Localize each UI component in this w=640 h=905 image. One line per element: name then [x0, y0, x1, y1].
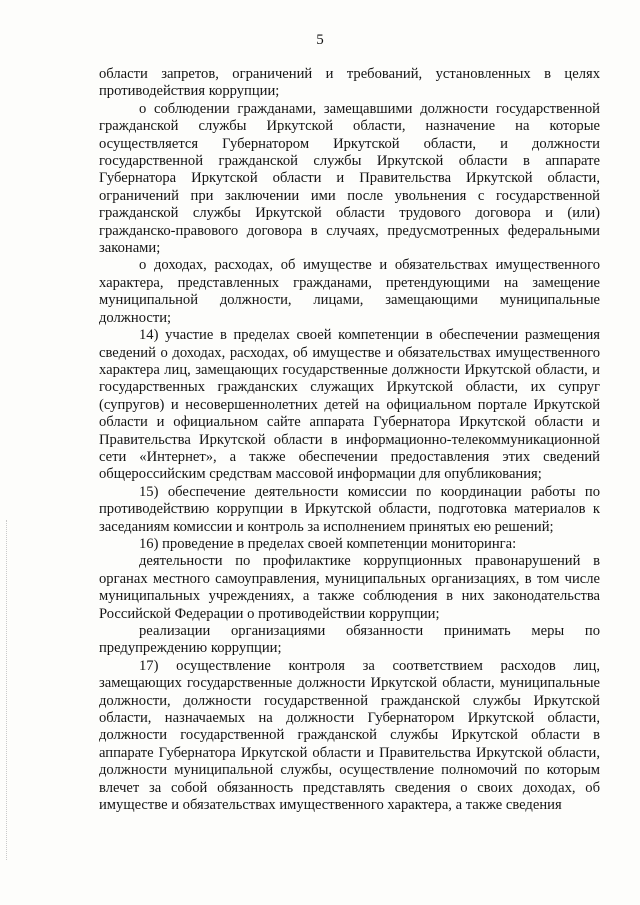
page-number: 5 — [316, 32, 324, 48]
paragraph: реализации организациями обязанности принимать меры по предупреждению коррупции; — [99, 623, 600, 657]
paragraph: 14) участие в пределах своей компетенции в обеспечении размещения сведений о доходах, расходах, об имуществе и обязательствах имущественного характера лиц, замещающих государственные должности Иркутской области, и государственных гражданских служащих Иркутской области, их супруг (супругов) и несовершеннолетних детей на официальном портале Иркутской области и официальном сайте аппарата Губернатора Иркутской области и Правительства Иркутской области в информационно-телекоммуникационной сети «Интернет», а также обеспечении предоставления этих сведений общероссийским средствам массовой информации для опубликования; — [99, 327, 600, 483]
paragraph: 17) осуществление контроля за соответствием расходов лиц, замещающих государственные должности Иркутской области, муниципальные должности, должности государственной гражданской службы Иркутской области, назначаемых на должности Губернатором Иркутской области, должности государственной гражданской службы Иркутской области в аппарате Губернатора Иркутской области и Правительства Иркутской области, должности муниципальной службы, осуществление полномочий по которым влечет за собой обязанность представлять сведения о своих доходах, об имуществе и обязательствах имущественного характера, а также сведения — [99, 657, 600, 814]
paragraph: 16) проведение в пределах своей компетенции мониторинга: — [139, 535, 517, 552]
paragraph: о доходах, расходах, об имуществе и обязательствах имущественного характера, представленных гражданами, претендующими на замещение муниципальной должности, лицами, замещающими муниципальные должности; — [99, 257, 600, 326]
paragraph: 15) обеспечение деятельности комиссии по координации работы по противодействию коррупции в Иркутской области, подготовка материалов к заседаниям комиссии и контроль за исполнением принятых ею решений; — [99, 483, 600, 535]
paragraph: деятельности по профилактике коррупционных правонарушений в органах местного самоуправления, муниципальных организациях, в том числе муниципальных учреждениях, а также соблюдения в них законодательства Российской Федерации о противодействии коррупции; — [99, 553, 600, 622]
paragraph: о соблюдении гражданами, замещавшими должности государственной гражданской службы Иркутской области, назначение на которые осуществляется Губернатором Иркутской области, и должности государственной гражданской службы Иркутской области в аппарате Губернатора Иркутской области и Правительства Иркутской области, ограничений при заключении ими после увольнения с государственной гражданской службы Иркутской области трудового договора и (или) гражданско-правового договора в случаях, предусмотренных федеральными законами; — [99, 100, 600, 257]
scan-margin-marks — [6, 520, 9, 860]
document-body — [99, 66, 600, 814]
paragraph: области запретов, ограничений и требований, установленных в целях противодействия коррупции; — [99, 66, 600, 100]
